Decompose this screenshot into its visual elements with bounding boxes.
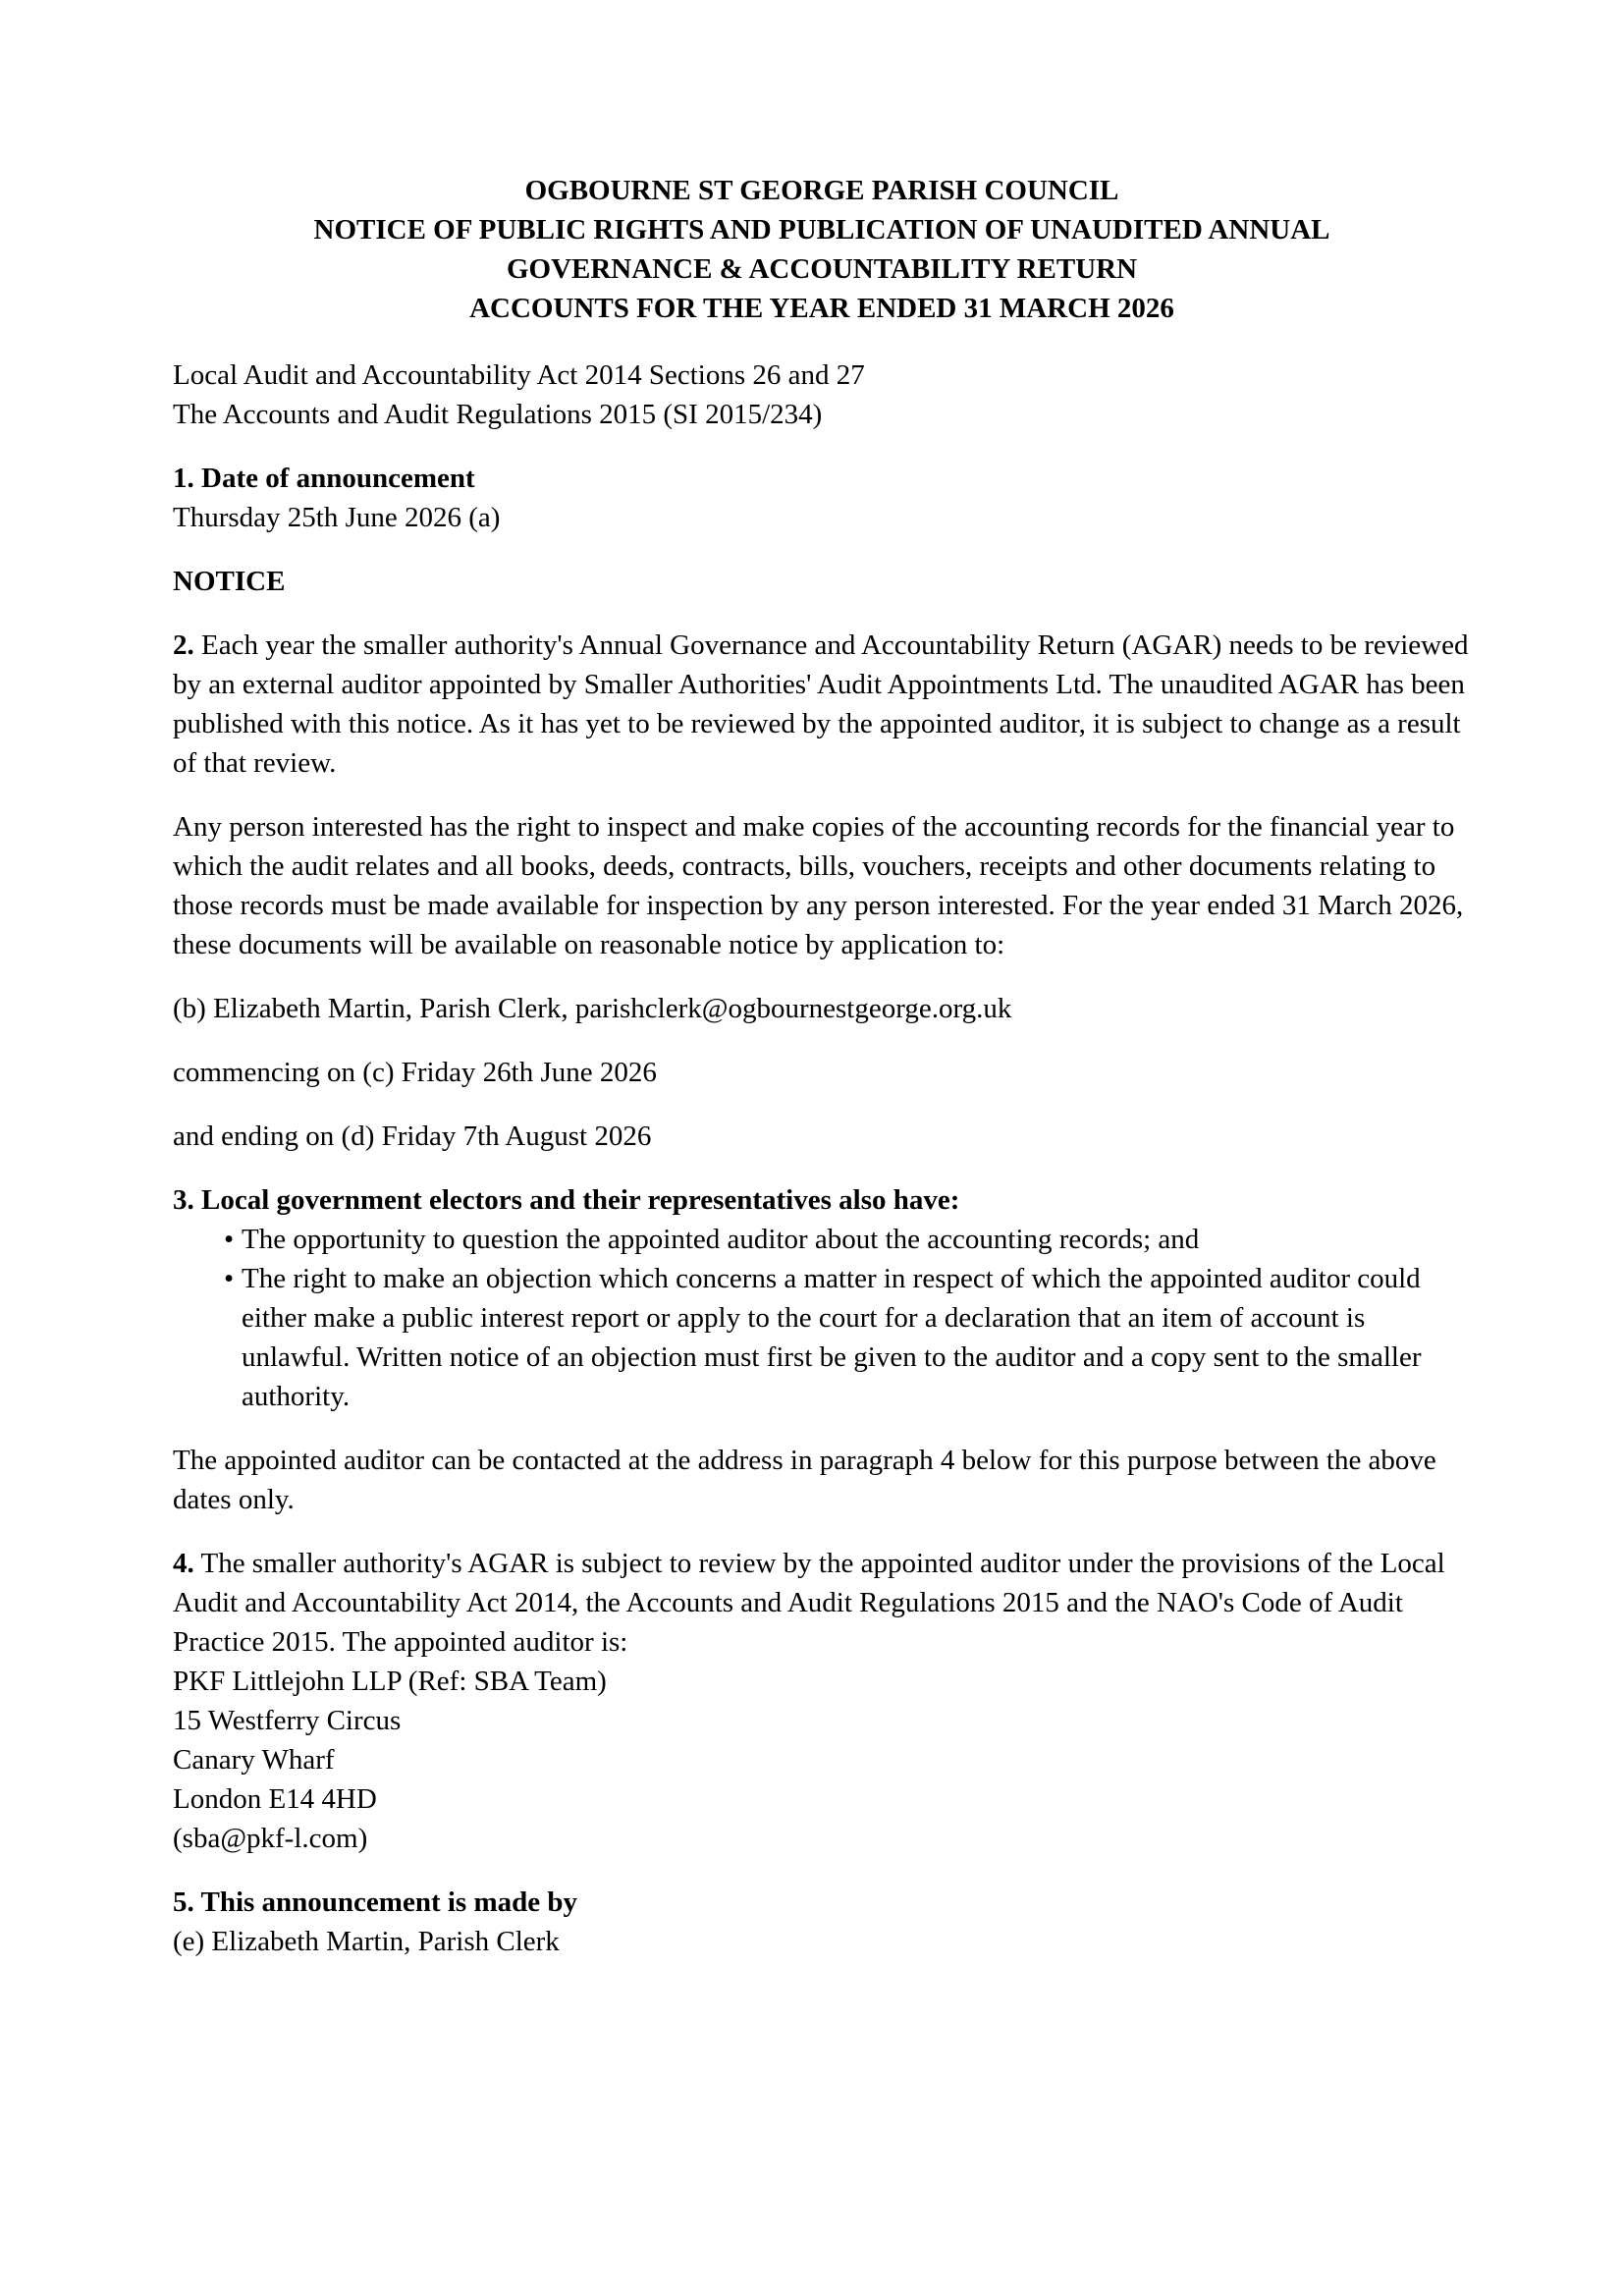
title-line-2: NOTICE OF PUBLIC RIGHTS AND PUBLICATION OF UNAUDITED ANNUAL — [313, 214, 1330, 246]
notice-document — [173, 171, 1471, 1986]
legislation-references — [173, 355, 1471, 434]
section-1 — [173, 459, 1471, 537]
bullet-icon: • — [224, 1263, 235, 1294]
section-4-number: 4. — [173, 1548, 194, 1579]
section-4 — [173, 1544, 1471, 1858]
section-2-text: Each year the smaller authority's Annual Governance and Accountability Return (AGAR) needs to be reviewed by an external auditor appointed by Smaller Authorities' Audit Appointments Ltd. The unaudited AGAR has been published with this notice. As it has yet to be reviewed by the appointed auditor, it is subject to change as a result of that review. — [173, 629, 1469, 779]
list-item — [224, 1259, 1471, 1416]
elector-rights-list — [173, 1220, 1471, 1416]
legislation-act: Local Audit and Accountability Act 2014 Sections 26 and 27 — [173, 359, 865, 391]
notice-heading: NOTICE — [173, 566, 286, 597]
right-question-auditor: The opportunity to question the appointed auditor about the accounting records; and — [242, 1224, 1200, 1255]
legislation-regulations: The Accounts and Audit Regulations 2015 (SI 2015/234) — [173, 399, 823, 430]
title-line-3: GOVERNANCE & ACCOUNTABILITY RETURN — [506, 253, 1138, 285]
notice-title — [173, 171, 1471, 328]
section-5 — [173, 1883, 1471, 1961]
clerk-contact: (b) Elizabeth Martin, Parish Clerk, parishclerk@ogbournestgeorge.org.uk — [173, 993, 1012, 1024]
section-4-text: The smaller authority's AGAR is subject to review by the appointed auditor under the provisions of the Local Audit and Accountability Act 2014, the Accounts and Audit Regulations 2015 and the NAO's Code of Audit Practice 2015. The appointed auditor is: — [173, 1548, 1445, 1658]
auditor-name: PKF Littlejohn LLP (Ref: SBA Team) — [173, 1666, 607, 1697]
section-2-intro — [173, 626, 1471, 783]
auditor-street: 15 Westferry Circus — [173, 1705, 402, 1736]
section-4-intro — [173, 1548, 1445, 1658]
bullet-icon: • — [224, 1224, 235, 1255]
inspection-end: and ending on (d) Friday 7th August 2026 — [173, 1121, 652, 1152]
auditor-area: Canary Wharf — [173, 1744, 335, 1776]
section-3 — [173, 1180, 1471, 1416]
announcement-date: Thursday 25th June 2026 (a) — [173, 502, 501, 533]
auditor-email: (sba@pkf-l.com) — [173, 1823, 368, 1854]
list-item — [224, 1220, 1471, 1259]
inspection-start: commencing on (c) Friday 26th June 2026 — [173, 1057, 657, 1088]
title-line-4: ACCOUNTS FOR THE YEAR ENDED 31 MARCH 2026 — [469, 293, 1174, 324]
auditor-city-postcode: London E14 4HD — [173, 1783, 377, 1815]
council-name: OGBOURNE ST GEORGE PARISH COUNCIL — [524, 175, 1119, 206]
section-3-heading: 3. Local government electors and their representatives also have: — [173, 1184, 960, 1216]
inspection-rights: Any person interested has the right to inspect and make copies of the accounting records for the financial year to which the audit relates and all books, deeds, contracts, bills, vouchers, receipts and other documents relating to those records must be made available for inspection by any person interested. For the year ended 31 March 2026, these documents will be available on reasonable notice by application to: — [173, 811, 1464, 960]
announcer: (e) Elizabeth Martin, Parish Clerk — [173, 1926, 560, 1957]
section-1-heading: 1. Date of announcement — [173, 463, 475, 494]
section-5-heading: 5. This announcement is made by — [173, 1886, 577, 1918]
right-objection: The right to make an objection which concerns a matter in respect of which the appointed auditor could either make a public interest report or apply to the court for a declaration that an item of account is unlawful. Written notice of an objection must first be given to the auditor and a copy sent to the smaller authority. — [242, 1263, 1422, 1412]
section-2-number: 2. — [173, 629, 194, 661]
auditor-contact-note: The appointed auditor can be contacted at the address in paragraph 4 below for this purpose between the above dates only. — [173, 1445, 1436, 1515]
